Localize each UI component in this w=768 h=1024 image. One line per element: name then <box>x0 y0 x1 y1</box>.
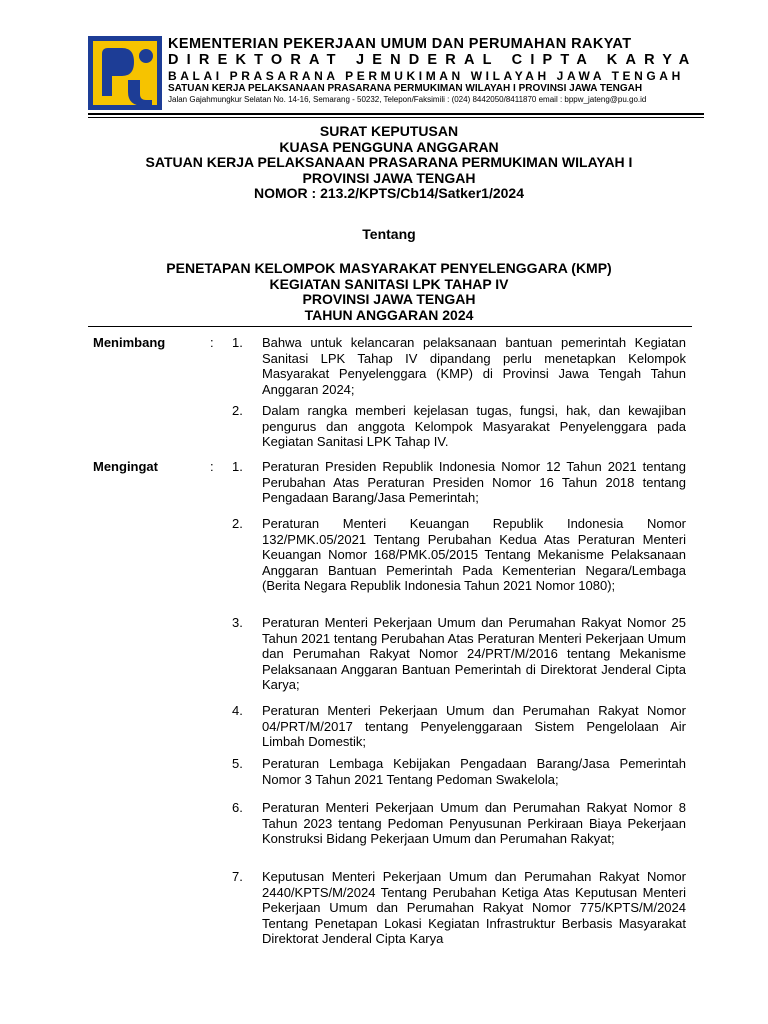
mengingat-item <box>228 615 686 693</box>
item-number: 2. <box>232 516 243 531</box>
menimbang-colon: : <box>210 335 214 350</box>
directorate-name: DIREKTORAT JENDERAL CIPTA KARYA <box>168 52 698 68</box>
decree-title <box>88 124 690 202</box>
title-line: SURAT KEPUTUSAN <box>319 123 459 139</box>
subject-line: TAHUN ANGGARAN 2024 <box>304 306 474 323</box>
item-text: Peraturan Presiden Republik Indonesia Nomor 12 Tahun 2021 tentang Perubahan Atas Peraturan Presiden Nomor 16 Tahun 2018 tentang Pengadaan Barang/Jasa Pemerintah; <box>262 459 686 505</box>
subject-line: PENETAPAN KELOMPOK MASYARAKAT PENYELENGGARA (KMP) <box>166 260 612 276</box>
menimbang-item <box>228 335 686 397</box>
item-number: 3. <box>232 615 243 630</box>
item-text: Keputusan Menteri Pekerjaan Umum dan Perumahan Rakyat Nomor 2440/KPTS/M/2024 Tentang Perubahan Ketiga Atas Keputusan Menteri Pekerjaan Umum dan Perumahan Rakyat Nomor 775/KPTS/M/2024 Tentang Penetapan Lokasi Kegiatan Infrastruktur Berbasis Masyarakat Direktorat Jenderal Cipta Karya <box>262 869 686 946</box>
item-text: Peraturan Lembaga Kebijakan Pengadaan Barang/Jasa Pemerintah Nomor 3 Tahun 2021 Tentang Pedoman Swakelola; <box>262 756 686 787</box>
title-line: PROVINSI JAWA TENGAH <box>302 169 476 186</box>
item-number: 6. <box>232 800 243 815</box>
menimbang-item <box>228 403 686 450</box>
item-text: Bahwa untuk kelancaran pelaksanaan bantuan pemerintah Kegiatan Sanitasi LPK Tahap IV dipandang perlu menetapkan Kelompok Masyarakat Penyelenggara (KMP) di Provinsi Jawa Tengah Tahun Anggaran 2024; <box>262 335 686 397</box>
decree-number: NOMOR : 213.2/KPTS/Cb14/Satker1/2024 <box>253 185 524 201</box>
mengingat-item <box>228 869 686 947</box>
subject-rule <box>88 326 692 327</box>
menimbang-label: Menimbang <box>93 335 166 350</box>
item-text: Peraturan Menteri Pekerjaan Umum dan Perumahan Rakyat Nomor 8 Tahun 2023 tentang Pedoman Penyusunan Perkiraan Biaya Pekerjaan Konstruksi Bidang Pekerjaan Umum dan Perumahan Rakyat; <box>262 800 686 846</box>
mengingat-colon: : <box>210 459 214 474</box>
ministry-name: KEMENTERIAN PEKERJAAN UMUM DAN PERUMAHAN RAKYAT <box>168 36 632 52</box>
letterhead-rule-thin <box>88 117 704 118</box>
item-text: Dalam rangka memberi kejelasan tugas, fungsi, hak, dan kewajiban pengurus dan anggota Kelompok Masyarakat Penyelenggara pada Kegiatan Sanitasi LPK Tahap IV. <box>262 403 686 449</box>
mengingat-item <box>228 516 686 594</box>
office-address: Jalan Gajahmungkur Selatan No. 14-16, Semarang - 50232, Telepon/Faksimili : (024) 8442050/8411870 email : bppw_jateng@pu.go.id <box>168 95 647 104</box>
pupr-logo-icon <box>88 36 162 110</box>
satker-name: SATUAN KERJA PELAKSANAAN PRASARANA PERMUKIMAN WILAYAH I PROVINSI JAWA TENGAH <box>168 83 643 94</box>
subject-line: KEGIATAN SANITASI LPK TAHAP IV <box>269 275 509 292</box>
mengingat-label: Mengingat <box>93 459 158 474</box>
mengingat-item <box>228 756 686 787</box>
tentang-label: Tentang <box>362 226 416 242</box>
item-text: Peraturan Menteri Keuangan Republik Indonesia Nomor 132/PMK.05/2021 Tentang Perubahan Kedua Atas Peraturan Menteri Keuangan Nomor 168/PMK.05/2015 Tentang Mekanisme Pelaksanaan Anggaran Bantuan Pemerintah Pada Kementerian Negara/Lembaga (Berita Negara Republik Indonesia Tahun 2021 Nomor 1080); <box>262 516 686 593</box>
letterhead <box>88 36 704 110</box>
mengingat-item <box>228 703 686 750</box>
item-number: 2. <box>232 403 243 418</box>
item-text: Peraturan Menteri Pekerjaan Umum dan Perumahan Rakyat Nomor 04/PRT/M/2017 tentang Penyelenggaraan Sistem Pengelolaan Air Limbah Domestik; <box>262 703 686 749</box>
letterhead-rule-thick <box>88 113 704 115</box>
title-line: KUASA PENGGUNA ANGGARAN <box>279 138 499 155</box>
item-number: 4. <box>232 703 243 718</box>
item-number: 1. <box>232 335 243 350</box>
mengingat-item <box>228 459 686 506</box>
title-line: SATUAN KERJA PELAKSANAAN PRASARANA PERMUKIMAN WILAYAH I <box>145 154 633 170</box>
mengingat-item <box>228 800 686 847</box>
item-number: 5. <box>232 756 243 771</box>
item-number: 7. <box>232 869 243 884</box>
balai-name: BALAI PRASARANA PERMUKIMAN WILAYAH JAWA TENGAH <box>168 69 684 83</box>
subject-line: PROVINSI JAWA TENGAH <box>302 291 476 307</box>
item-text: Peraturan Menteri Pekerjaan Umum dan Perumahan Rakyat Nomor 25 Tahun 2021 tentang Perubahan Atas Peraturan Menteri Pekerjaan Umum dan Perumahan Rakyat Nomor 24/PRT/M/2016 tentang Mekanisme Pelaksanaan Anggaran Bantuan Pemerintah di Direktorat Jenderal Cipta Karya; <box>262 615 686 692</box>
decree-subject <box>88 261 690 323</box>
item-number: 1. <box>232 459 243 474</box>
